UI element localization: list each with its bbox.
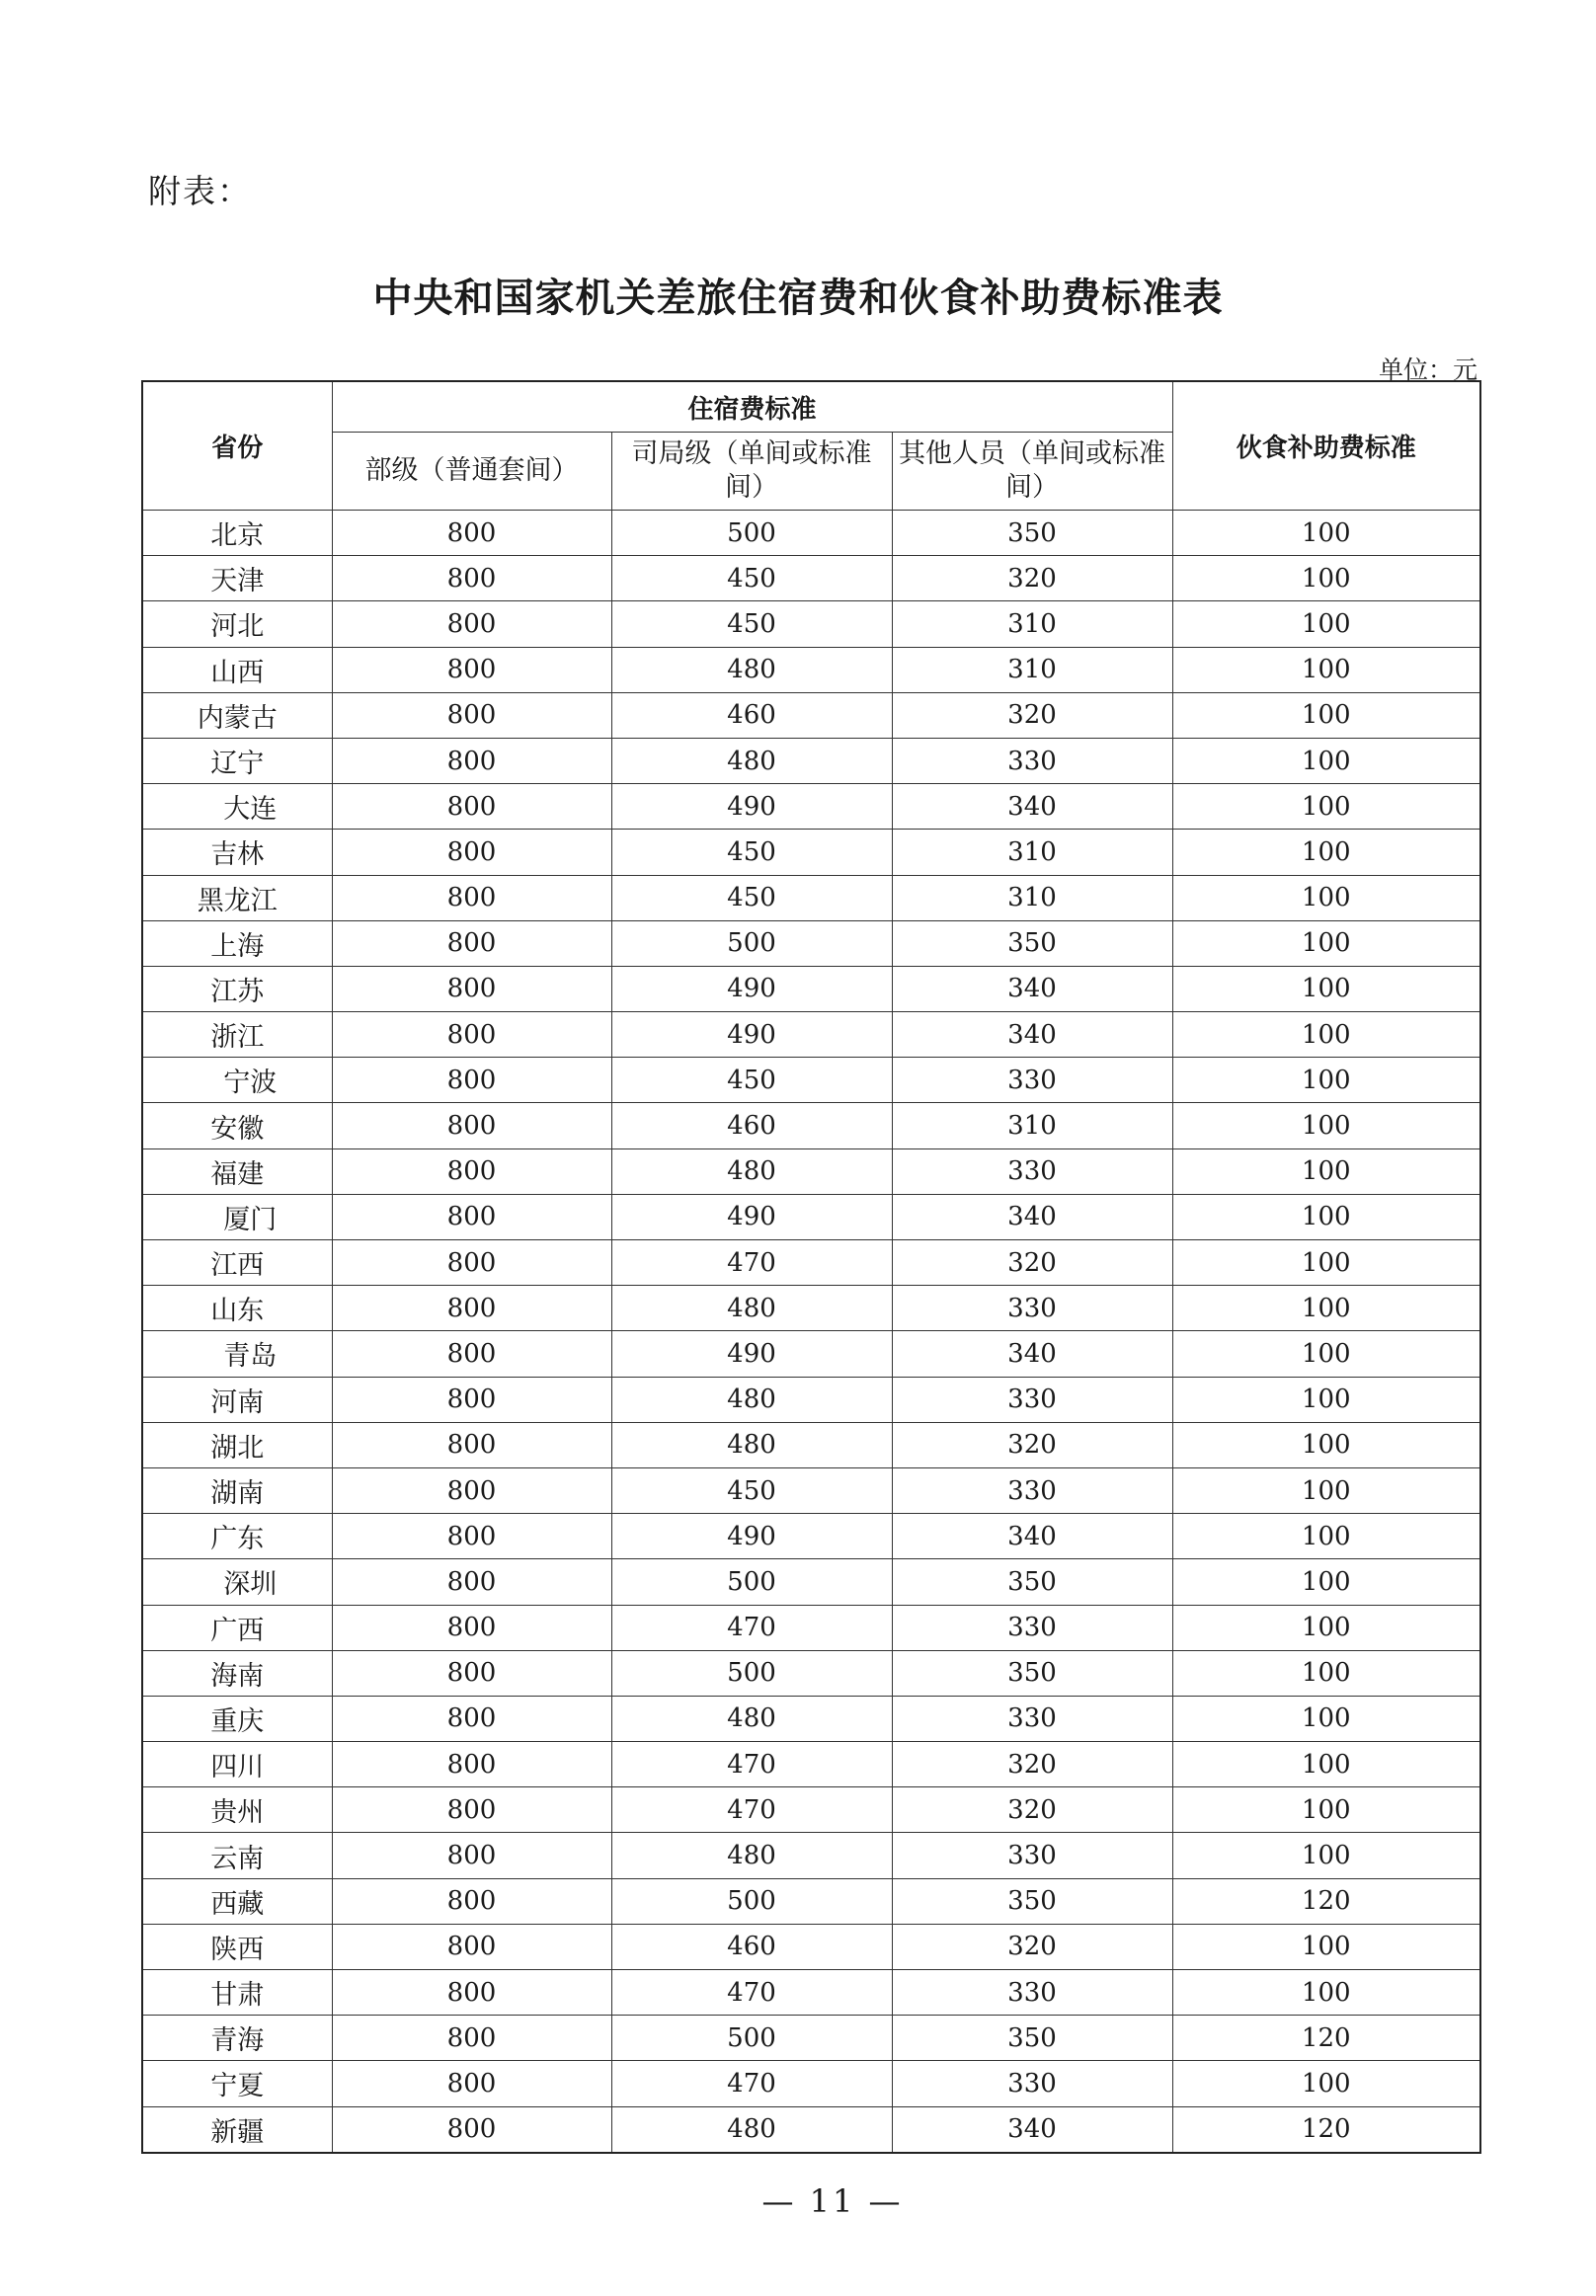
cell-bureau: 500 [611,920,892,966]
cell-bureau: 480 [611,1833,892,1878]
cell-ministerial: 800 [332,1148,611,1194]
cell-bureau: 470 [611,1742,892,1787]
table-row [142,1331,1480,1377]
cell-meal: 100 [1172,1012,1480,1058]
cell-province: 河南 [142,1377,332,1422]
cell-ministerial: 800 [332,2061,611,2106]
cell-others: 350 [892,920,1172,966]
cell-province: 河北 [142,601,332,647]
cell-province: 浙江 [142,1012,332,1058]
table-row [142,738,1480,783]
cell-meal: 100 [1172,830,1480,875]
cell-ministerial: 800 [332,1377,611,1422]
cell-others: 320 [892,1240,1172,1286]
cell-province: 天津 [142,556,332,601]
cell-province: 海南 [142,1650,332,1696]
cell-ministerial: 800 [332,1650,611,1696]
table-row [142,1605,1480,1650]
cell-others: 330 [892,2061,1172,2106]
cell-others: 350 [892,511,1172,556]
table-row [142,511,1480,556]
cell-meal: 100 [1172,556,1480,601]
cell-ministerial: 800 [332,1833,611,1878]
cell-ministerial: 800 [332,784,611,830]
cell-ministerial: 800 [332,966,611,1011]
cell-meal: 100 [1172,601,1480,647]
cell-ministerial: 800 [332,1467,611,1513]
cell-meal: 100 [1172,1103,1480,1148]
cell-province: 湖北 [142,1422,332,1467]
table-row [142,1559,1480,1605]
cell-ministerial: 800 [332,2016,611,2061]
cell-ministerial: 800 [332,1696,611,1741]
table-row [142,2061,1480,2106]
cell-bureau: 450 [611,830,892,875]
cell-ministerial: 800 [332,920,611,966]
cell-ministerial: 800 [332,1422,611,1467]
cell-meal: 100 [1172,692,1480,738]
cell-others: 320 [892,1422,1172,1467]
cell-province: 北京 [142,511,332,556]
cell-meal: 100 [1172,1422,1480,1467]
cell-province: 湖南 [142,1467,332,1513]
cell-ministerial: 800 [332,830,611,875]
table-row [142,1924,1480,1969]
table-row [142,1878,1480,1924]
table-row [142,2016,1480,2061]
cell-meal: 100 [1172,1696,1480,1741]
table-row [142,920,1480,966]
cell-others: 320 [892,1787,1172,1833]
cell-others: 340 [892,1012,1172,1058]
table-row [142,692,1480,738]
cell-meal: 100 [1172,1467,1480,1513]
cell-province: 新疆 [142,2106,332,2153]
cell-bureau: 480 [611,1696,892,1741]
cell-ministerial: 800 [332,738,611,783]
cell-ministerial: 800 [332,601,611,647]
cell-others: 350 [892,1878,1172,1924]
cell-others: 330 [892,1605,1172,1650]
header-row-1 [142,381,1480,433]
cell-province: 青岛 [142,1331,332,1377]
cell-bureau: 450 [611,556,892,601]
table-body [142,511,1480,2153]
cell-bureau: 490 [611,966,892,1011]
cell-ministerial: 800 [332,1878,611,1924]
cell-bureau: 480 [611,2106,892,2153]
cell-others: 310 [892,647,1172,692]
cell-bureau: 490 [611,1331,892,1377]
cell-ministerial: 800 [332,1970,611,2016]
cell-bureau: 470 [611,1240,892,1286]
cell-meal: 100 [1172,1605,1480,1650]
header-bureau: 司局级（单间或标准间） [611,433,892,511]
cell-meal: 100 [1172,875,1480,920]
cell-ministerial: 800 [332,1605,611,1650]
cell-others: 330 [892,1148,1172,1194]
cell-meal: 100 [1172,1650,1480,1696]
cell-others: 340 [892,966,1172,1011]
cell-bureau: 450 [611,1058,892,1103]
cell-meal: 100 [1172,920,1480,966]
table-row [142,966,1480,1011]
cell-bureau: 480 [611,1422,892,1467]
cell-province: 宁波 [142,1058,332,1103]
cell-province: 陕西 [142,1924,332,1969]
cell-bureau: 480 [611,647,892,692]
cell-meal: 100 [1172,1833,1480,1878]
table-row [142,1742,1480,1787]
table-header [142,381,1480,511]
cell-others: 330 [892,1058,1172,1103]
cell-meal: 100 [1172,784,1480,830]
cell-ministerial: 800 [332,692,611,738]
cell-meal: 100 [1172,1240,1480,1286]
table-row [142,784,1480,830]
cell-bureau: 500 [611,511,892,556]
cell-bureau: 490 [611,1194,892,1239]
cell-others: 340 [892,1514,1172,1559]
cell-others: 350 [892,1559,1172,1605]
cell-ministerial: 800 [332,1058,611,1103]
annex-label: 附表： [148,172,252,210]
cell-province: 大连 [142,784,332,830]
cell-bureau: 490 [611,784,892,830]
cell-province: 江西 [142,1240,332,1286]
table-row [142,1194,1480,1239]
cell-others: 320 [892,556,1172,601]
cell-others: 320 [892,692,1172,738]
cell-others: 330 [892,1970,1172,2016]
cell-ministerial: 800 [332,1331,611,1377]
table-row [142,1377,1480,1422]
cell-bureau: 460 [611,692,892,738]
cell-ministerial: 800 [332,875,611,920]
cell-meal: 100 [1172,1559,1480,1605]
cell-meal: 100 [1172,511,1480,556]
cell-province: 云南 [142,1833,332,1878]
cell-ministerial: 800 [332,1103,611,1148]
cell-bureau: 500 [611,1650,892,1696]
header-province: 省份 [142,381,332,511]
header-meal-allowance: 伙食补助费标准 [1172,381,1480,511]
cell-province: 内蒙古 [142,692,332,738]
table-row [142,1286,1480,1331]
table-row [142,1650,1480,1696]
table-row [142,1240,1480,1286]
cell-bureau: 470 [611,1605,892,1650]
cell-ministerial: 800 [332,2106,611,2153]
table-row [142,1696,1480,1741]
cell-bureau: 500 [611,2016,892,2061]
cell-meal: 100 [1172,1514,1480,1559]
cell-others: 350 [892,2016,1172,2061]
cell-meal: 100 [1172,1058,1480,1103]
table-row [142,601,1480,647]
header-lodging-group: 住宿费标准 [332,381,1172,433]
cell-others: 310 [892,1103,1172,1148]
cell-bureau: 460 [611,1103,892,1148]
unit-label: 单位：元 [1378,356,1477,384]
cell-province: 山东 [142,1286,332,1331]
cell-bureau: 450 [611,601,892,647]
cell-meal: 120 [1172,2016,1480,2061]
cell-province: 甘肃 [142,1970,332,2016]
cell-others: 340 [892,784,1172,830]
cell-province: 厦门 [142,1194,332,1239]
cell-bureau: 490 [611,1514,892,1559]
cell-meal: 120 [1172,2106,1480,2153]
cell-province: 吉林 [142,830,332,875]
cell-others: 310 [892,875,1172,920]
cell-province: 黑龙江 [142,875,332,920]
cell-ministerial: 800 [332,1012,611,1058]
table-row [142,1787,1480,1833]
cell-ministerial: 800 [332,1787,611,1833]
cell-province: 辽宁 [142,738,332,783]
cell-others: 310 [892,601,1172,647]
cell-others: 320 [892,1742,1172,1787]
header-others: 其他人员（单间或标准间） [892,433,1172,511]
cell-province: 青海 [142,2016,332,2061]
cell-meal: 100 [1172,1787,1480,1833]
cell-bureau: 480 [611,1286,892,1331]
cell-meal: 100 [1172,647,1480,692]
cell-others: 340 [892,1331,1172,1377]
cell-bureau: 450 [611,1467,892,1513]
cell-others: 340 [892,1194,1172,1239]
cell-province: 宁夏 [142,2061,332,2106]
table-row [142,1148,1480,1194]
table-row [142,1467,1480,1513]
cell-province: 上海 [142,920,332,966]
cell-bureau: 470 [611,2061,892,2106]
cell-others: 330 [892,1377,1172,1422]
cell-bureau: 460 [611,1924,892,1969]
table-row [142,1058,1480,1103]
cell-province: 四川 [142,1742,332,1787]
cell-ministerial: 800 [332,1742,611,1787]
cell-bureau: 500 [611,1559,892,1605]
standards-table [141,380,1481,2154]
cell-meal: 100 [1172,1970,1480,2016]
cell-meal: 100 [1172,1377,1480,1422]
cell-others: 330 [892,1467,1172,1513]
table-row [142,1012,1480,1058]
cell-meal: 100 [1172,1924,1480,1969]
cell-others: 330 [892,1286,1172,1331]
cell-province: 广西 [142,1605,332,1650]
cell-meal: 100 [1172,1331,1480,1377]
cell-ministerial: 800 [332,1514,611,1559]
table-row [142,647,1480,692]
cell-ministerial: 800 [332,1240,611,1286]
cell-province: 江苏 [142,966,332,1011]
cell-others: 330 [892,1696,1172,1741]
cell-province: 贵州 [142,1787,332,1833]
cell-bureau: 480 [611,1148,892,1194]
cell-others: 350 [892,1650,1172,1696]
cell-ministerial: 800 [332,511,611,556]
cell-others: 330 [892,738,1172,783]
cell-meal: 100 [1172,966,1480,1011]
cell-meal: 100 [1172,2061,1480,2106]
cell-bureau: 480 [611,1377,892,1422]
cell-bureau: 470 [611,1787,892,1833]
cell-ministerial: 800 [332,1924,611,1969]
cell-province: 安徽 [142,1103,332,1148]
table-row [142,1514,1480,1559]
cell-meal: 100 [1172,1194,1480,1239]
cell-province: 西藏 [142,1878,332,1924]
cell-province: 广东 [142,1514,332,1559]
cell-meal: 120 [1172,1878,1480,1924]
cell-province: 福建 [142,1148,332,1194]
cell-others: 330 [892,1833,1172,1878]
table-row [142,1422,1480,1467]
cell-province: 重庆 [142,1696,332,1741]
cell-province: 深圳 [142,1559,332,1605]
table-row [142,1103,1480,1148]
cell-province: 山西 [142,647,332,692]
cell-ministerial: 800 [332,556,611,601]
cell-bureau: 500 [611,1878,892,1924]
standards-table-container [141,380,1479,2154]
document-title: 中央和国家机关差旅住宿费和伙食补助费标准表 [372,276,1224,321]
cell-meal: 100 [1172,1148,1480,1194]
table-row [142,2106,1480,2153]
cell-bureau: 480 [611,738,892,783]
cell-ministerial: 800 [332,1286,611,1331]
table-row [142,1970,1480,2016]
page-number: — 11 — [761,2182,904,2220]
cell-meal: 100 [1172,1286,1480,1331]
cell-ministerial: 800 [332,1194,611,1239]
cell-bureau: 470 [611,1970,892,2016]
table-row [142,1833,1480,1878]
table-row [142,875,1480,920]
table-row [142,556,1480,601]
cell-others: 340 [892,2106,1172,2153]
cell-ministerial: 800 [332,1559,611,1605]
cell-ministerial: 800 [332,647,611,692]
cell-meal: 100 [1172,1742,1480,1787]
cell-bureau: 490 [611,1012,892,1058]
header-ministerial: 部级（普通套间） [332,433,611,511]
cell-others: 310 [892,830,1172,875]
cell-others: 320 [892,1924,1172,1969]
cell-bureau: 450 [611,875,892,920]
cell-meal: 100 [1172,738,1480,783]
table-row [142,830,1480,875]
